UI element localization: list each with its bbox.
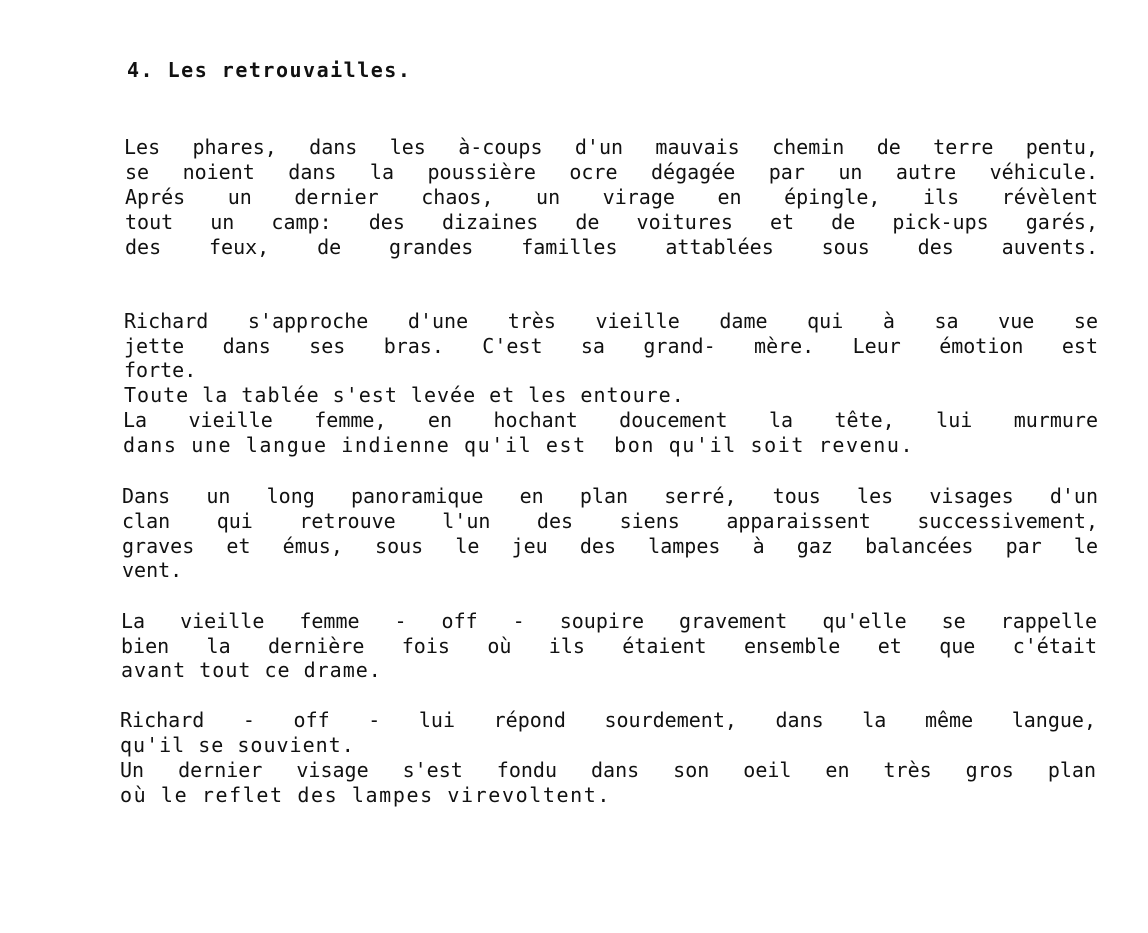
section-title: 4. Les retrouvailles. [127, 58, 412, 82]
text-line: La vieille femme - off - soupire gravement qu'elle se rappelle [121, 609, 1097, 633]
text-line: Richard - off - lui répond sourdement, dans la même langue, [120, 708, 1096, 732]
text-line: bien la dernière fois où ils étaient ensemble et que c'était [121, 634, 1097, 658]
text-line: Dans un long panoramique en plan serré, tous les visages d'un [122, 484, 1098, 508]
text-line: Les phares, dans les à-coups d'un mauvais chemin de terre pentu, [124, 135, 1098, 159]
text-line: clan qui retrouve l'un des siens apparaissent successivement, [122, 509, 1098, 533]
text-line: dans une langue indienne qu'il est bon qu'il soit revenu. [123, 433, 915, 457]
text-line: Aprés un dernier chaos, un virage en épingle, ils révèlent [125, 185, 1098, 209]
text-line: se noient dans la poussière ocre dégagée par un autre véhicule. [125, 160, 1098, 184]
text-line: tout un camp: des dizaines de voitures et de pick-ups garés, [125, 210, 1098, 234]
text-line: des feux, de grandes familles attablées sous des auvents. [125, 235, 1098, 259]
text-line: forte. [124, 358, 197, 382]
text-line: qu'il se souvient. [120, 733, 355, 757]
text-line: vent. [122, 558, 183, 582]
text-line: La vieille femme, en hochant doucement la tête, lui murmure [123, 408, 1098, 432]
text-line: où le reflet des lampes virevoltent. [120, 783, 612, 807]
text-line: Richard s'approche d'une très vieille dame qui à sa vue se [124, 309, 1098, 333]
text-line: Un dernier visage s'est fondu dans son oeil en très gros plan [120, 758, 1096, 782]
text-line: graves et émus, sous le jeu des lampes à gaz balancées par le [122, 534, 1098, 558]
text-line: avant tout ce drame. [121, 658, 382, 682]
text-line: Toute la tablée s'est levée et les entoure. [124, 383, 685, 407]
text-line: jette dans ses bras. C'est sa grand- mère. Leur émotion est [124, 334, 1098, 358]
